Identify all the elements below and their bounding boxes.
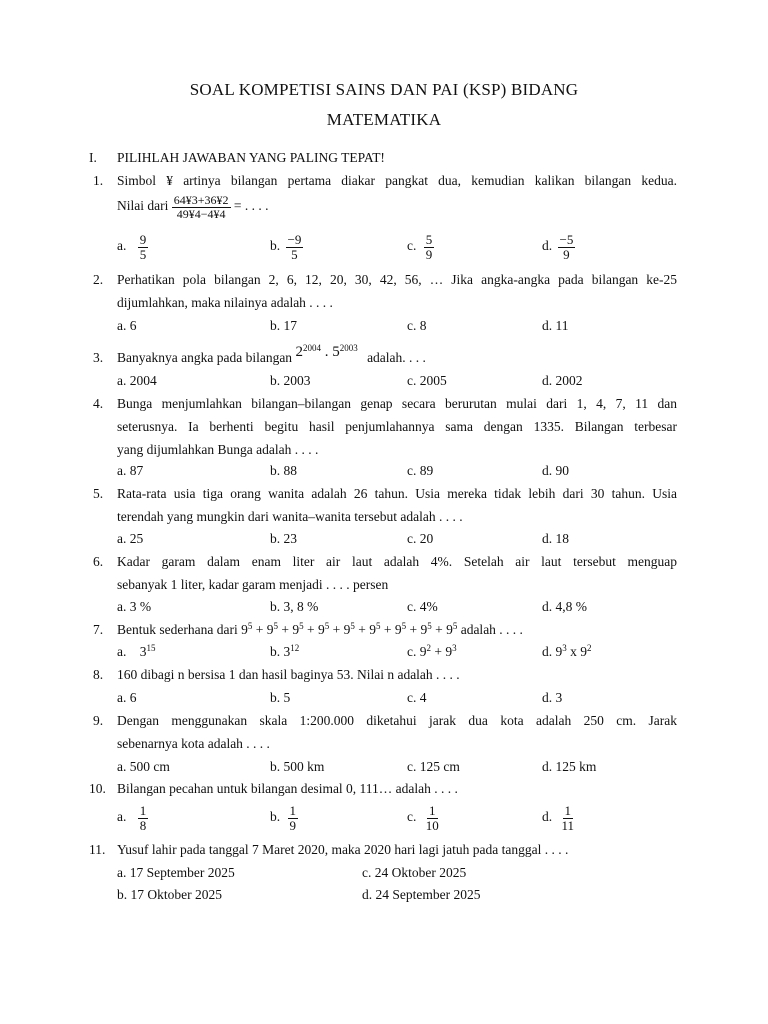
option-letter: a.	[117, 644, 127, 659]
option-a	[117, 804, 148, 832]
option-c: c. 20	[407, 531, 434, 546]
fraction-numerator: −9	[287, 232, 302, 247]
option-fraction	[138, 233, 149, 261]
power-exponent: 15	[146, 643, 156, 653]
fraction-denominator: 9	[425, 246, 433, 262]
option-c: c. 125 cm	[407, 759, 460, 774]
option-a	[117, 233, 148, 261]
power-base: 3	[139, 644, 147, 659]
option-fraction	[560, 804, 577, 832]
fraction-numerator: 1	[139, 803, 147, 818]
power-exponent: 5	[247, 621, 253, 631]
fraction-denominator: 9	[563, 246, 570, 262]
option-letter: a.	[117, 809, 127, 825]
option-letter: d.	[542, 809, 553, 825]
question-text-line-1: Bilangan pecahan untuk bilangan desimal 0, 111… adalah . . . .	[117, 781, 458, 796]
power-base: 3	[283, 644, 291, 659]
fraction-numerator: 9	[139, 232, 147, 247]
option-d: d. 2002	[542, 373, 583, 388]
option-fraction	[288, 804, 299, 832]
question-text-line-1: Rata-rata usia tiga orang wanita adalah 26 tahun. Usia mereka tidak lebih dari 30 tahun. Usia	[117, 486, 677, 501]
option-letter: a.	[117, 238, 127, 254]
document-title-line-2: MATEMATIKA	[326, 110, 442, 129]
power-base: 9	[580, 644, 587, 659]
power-base: 9	[446, 622, 453, 637]
option-d: d. 125 km	[542, 759, 597, 774]
power-base: 9	[445, 644, 453, 659]
fraction-numerator: −5	[559, 232, 574, 247]
question-number: 8.	[93, 667, 104, 682]
question-number: 4.	[93, 396, 104, 411]
option-letter: c.	[407, 238, 417, 254]
power-exponent: 2	[587, 643, 592, 653]
question-text-line-2: sebanyak 1 liter, kadar garam menjadi . . . . persen	[117, 577, 389, 592]
option-b: b. 500 km	[270, 759, 325, 774]
fraction-numerator: 5	[425, 232, 433, 247]
question-number: 7.	[93, 622, 104, 637]
question-suffix: adalah. . . .	[367, 350, 426, 365]
option-d: d. 11	[542, 318, 569, 333]
question-text-line-1: Dengan menggunakan skala 1:200.000 diketahui jarak dua kota adalah 250 cm. Jarak	[117, 713, 677, 728]
expression-fraction	[172, 194, 231, 220]
operator: x	[566, 644, 581, 659]
option-b	[270, 804, 298, 832]
option-a: a. 500 cm	[117, 759, 170, 774]
expression-prefix: Nilai dari	[117, 198, 169, 214]
option-b: b. 88	[270, 463, 297, 478]
power-exponent: 5	[375, 621, 381, 631]
question-number: 2.	[93, 272, 104, 287]
power-exponent: 5	[324, 621, 330, 631]
option-c: c. 24 Oktober 2025	[362, 865, 467, 880]
fraction-denominator: 10	[425, 817, 439, 833]
option-d	[542, 804, 576, 832]
option-a: a. 87	[117, 463, 144, 478]
option-c: c. 4	[407, 690, 427, 705]
option-d: d. 4,8 %	[542, 599, 587, 614]
power-exponent: 5	[401, 621, 407, 631]
option-a: a. 6	[117, 690, 137, 705]
question-text	[117, 622, 523, 638]
question-text-line-3: yang dijumlahkan Bunga adalah . . . .	[117, 442, 319, 457]
option-c	[407, 644, 457, 660]
question-prefix: Banyaknya angka pada bilangan	[117, 350, 293, 365]
option-d: d. 24 September 2025	[362, 887, 481, 902]
question-text-line-1: Kadar garam dalam enam liter air laut adalah 4%. Setelah air laut tersebut menguap	[117, 554, 677, 569]
option-fraction	[424, 233, 435, 261]
power-base-1: 2	[295, 344, 303, 360]
option-c	[407, 804, 441, 832]
question-number: 9.	[93, 713, 104, 728]
fraction-denominator: 5	[139, 246, 147, 262]
option-b: b. 2003	[270, 373, 311, 388]
plus-operator: +	[409, 622, 421, 637]
fraction-denominator: 9	[289, 817, 296, 833]
option-d	[542, 233, 575, 261]
power-base: 9	[241, 622, 248, 637]
option-letter: d.	[542, 238, 553, 254]
plus-operator: +	[306, 622, 318, 637]
option-letter: b.	[270, 809, 281, 825]
plus-operator: +	[281, 622, 293, 637]
power-exponent: 5	[427, 621, 432, 631]
operator: +	[431, 644, 446, 659]
option-a: a. 6	[117, 318, 137, 333]
option-d: d. 3	[542, 690, 563, 705]
power-exponent: 3	[452, 643, 457, 653]
power-base: 9	[420, 622, 428, 637]
question-text-line-1: Bunga menjumlahkan bilangan–bilangan genap secara berurutan mulai dari 1, 4, 7, 11 dan	[117, 396, 677, 411]
power-base: 9	[555, 644, 563, 659]
question-number: 11.	[89, 842, 106, 857]
power-base: 9	[343, 622, 351, 637]
option-a: a. 17 September 2025	[117, 865, 235, 880]
power-sum-expression	[241, 622, 457, 637]
option-c: c. 89	[407, 463, 434, 478]
section-number: I.	[89, 150, 97, 165]
fraction-denominator: 5	[291, 246, 298, 262]
option-fraction	[424, 804, 441, 832]
question-number: 1.	[93, 173, 104, 188]
option-c: c. 4%	[407, 599, 438, 614]
fraction-denominator: 8	[139, 817, 147, 833]
option-d	[542, 644, 592, 660]
fraction-numerator: 64¥3+36¥2	[173, 193, 229, 207]
option-a	[117, 644, 156, 660]
power-exponent-2: 2003	[339, 343, 358, 353]
option-letter: b.	[270, 238, 281, 254]
question-text-line-2: sebenarnya kota adalah . . . .	[117, 736, 270, 751]
option-letter: d.	[542, 644, 553, 659]
question-suffix: adalah . . . .	[460, 622, 523, 637]
option-b	[270, 644, 299, 660]
power-base-2: 5	[332, 344, 340, 360]
option-letter: c.	[407, 644, 417, 659]
plus-operator: +	[435, 622, 447, 637]
option-b: b. 3, 8 %	[270, 599, 319, 614]
option-b	[270, 233, 303, 261]
option-c	[407, 233, 434, 261]
power-exponent: 5	[273, 621, 278, 631]
fraction-numerator: 1	[564, 803, 572, 818]
document-title-line-1: SOAL KOMPETISI SAINS DAN PAI (KSP) BIDANG	[189, 80, 579, 99]
power-base: 9	[292, 622, 300, 637]
section-heading: PILIHLAH JAWABAN YANG PALING TEPAT!	[117, 150, 385, 165]
option-d: d. 90	[542, 463, 569, 478]
option-b: b. 17 Oktober 2025	[117, 887, 222, 902]
question-text-line-2: dijumlahkan, maka nilainya adalah . . . .	[117, 295, 333, 310]
option-a: a. 3 %	[117, 599, 152, 614]
plus-operator: +	[332, 622, 344, 637]
option-fraction	[138, 804, 149, 832]
option-fraction	[558, 233, 576, 261]
option-c: c. 2005	[407, 373, 447, 388]
plus-operator: +	[358, 622, 370, 637]
question-text-line-2: seterusnya. Ia berhenti begitu hasil penjumlahannya sama dengan 1335. Bilangan terbesar	[117, 419, 677, 434]
power-exponent: 3	[562, 643, 567, 653]
power-base: 9	[266, 622, 274, 637]
power-base: 9	[394, 622, 402, 637]
option-a: a. 2004	[117, 373, 157, 388]
fraction-numerator: 1	[289, 803, 296, 818]
question-number: 5.	[93, 486, 104, 501]
expression-suffix: = . . . .	[233, 198, 269, 214]
power-exponent-1: 2004	[302, 343, 321, 353]
option-a: a. 25	[117, 531, 144, 546]
multiply-dot: .	[320, 344, 333, 360]
power-base: 9	[317, 622, 325, 637]
fraction-numerator: 1	[429, 803, 436, 818]
plus-operator: +	[255, 622, 267, 637]
power-exponent: 12	[290, 643, 300, 653]
power-exponent: 5	[299, 621, 304, 631]
question-prefix: Bentuk sederhana dari	[117, 622, 238, 637]
question-number: 6.	[93, 554, 104, 569]
option-letter: c.	[407, 809, 417, 825]
plus-operator: +	[383, 622, 395, 637]
fraction-denominator: 11	[561, 817, 575, 833]
fraction-denominator: 49¥4−4¥4	[176, 206, 226, 221]
question-text-line-1: Yusuf lahir pada tanggal 7 Maret 2020, maka 2020 hari lagi jatuh pada tanggal . . . .	[117, 842, 569, 857]
option-d: d. 18	[542, 531, 569, 546]
question-text-line-1: 160 dibagi n bersisa 1 dan hasil baginya 53. Nilai n adalah . . . .	[117, 667, 460, 682]
option-letter: b.	[270, 644, 281, 659]
question-text-line-1: Perhatikan pola bilangan 2, 6, 12, 20, 30, 42, 56, … Jika angka-angka pada bilangan ke-25	[117, 272, 677, 287]
option-c: c. 8	[407, 318, 427, 333]
question-text	[117, 343, 426, 365]
power-exponent: 5	[452, 621, 458, 631]
question-number: 3.	[93, 350, 104, 365]
power-exponent: 2	[426, 643, 431, 653]
option-b: b. 23	[270, 531, 297, 546]
option-b: b. 17	[270, 318, 297, 333]
option-b: b. 5	[270, 690, 291, 705]
question-number: 10.	[89, 781, 106, 796]
option-fraction	[286, 233, 304, 261]
power-base: 9	[369, 622, 376, 637]
question-expression	[117, 194, 269, 220]
question-text-line-2: terendah yang mungkin dari wanita–wanita tersebut adalah . . . .	[117, 509, 463, 524]
question-text: Simbol ¥ artinya bilangan pertama diakar pangkat dua, kemudian kalikan bilangan kedua.	[117, 173, 677, 188]
power-base: 9	[419, 644, 427, 659]
power-exponent: 5	[350, 621, 355, 631]
